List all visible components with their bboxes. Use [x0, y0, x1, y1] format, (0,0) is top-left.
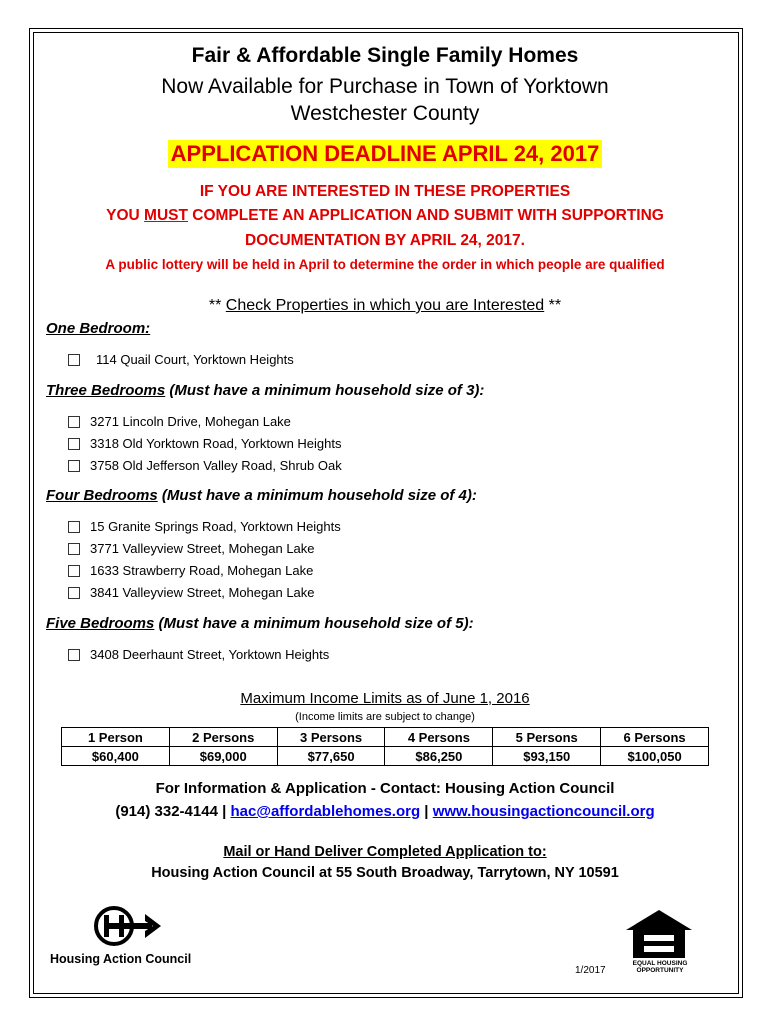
checkbox-icon[interactable] — [68, 565, 80, 577]
table-cell: $93,150 — [493, 747, 601, 766]
page-subtitle-2: Westchester County — [290, 102, 480, 125]
lottery-note: A public lottery will be held in April to determine the order in which people are qualified — [105, 257, 665, 272]
category-label: Three Bedrooms — [46, 382, 166, 399]
notice-line-2 — [40, 207, 730, 225]
checkbox-icon[interactable] — [68, 416, 80, 428]
property-address: 3408 Deerhaunt Street, Yorktown Heights — [90, 647, 330, 662]
table-header-cell: 5 Persons — [493, 728, 601, 747]
notice-line-2-post: COMPLETE AN APPLICATION AND SUBMIT WITH SUPPORTING — [187, 207, 664, 224]
property-item[interactable] — [68, 352, 294, 367]
income-limits-title — [40, 690, 730, 707]
property-address: 3771 Valleyview Street, Mohegan Lake — [90, 541, 315, 556]
eho-line-2: OPPORTUNITY — [636, 967, 684, 974]
separator: | — [420, 803, 433, 820]
category-label: Four Bedrooms — [46, 487, 158, 504]
category-four-bedrooms — [46, 487, 477, 504]
notice-line-3: DOCUMENTATION BY APRIL 24, 2017. — [245, 232, 525, 249]
table-cell: $69,000 — [169, 747, 277, 766]
phone-number: (914) 332-4144 — [115, 803, 218, 820]
table-cell: $60,400 — [62, 747, 170, 766]
contact-details — [40, 803, 730, 820]
separator: | — [217, 803, 231, 820]
category-note: (Must have a minimum household size of 3): — [165, 382, 485, 399]
check-heading-text: Check Properties in which you are Interested — [225, 297, 545, 314]
category-one-bedroom — [46, 320, 150, 337]
checkbox-icon[interactable] — [68, 543, 80, 555]
category-label: Five Bedrooms — [46, 615, 155, 632]
income-limits-subtitle: (Income limits are subject to change) — [295, 711, 475, 723]
table-cell: $86,250 — [385, 747, 493, 766]
property-address: 3758 Old Jefferson Valley Road, Shrub Oak — [90, 458, 342, 473]
check-heading-pre: ** — [208, 297, 226, 314]
property-address: 3841 Valleyview Street, Mohegan Lake — [90, 585, 315, 600]
property-item[interactable] — [68, 436, 342, 451]
email-link[interactable]: hac@affordablehomes.org — [230, 803, 421, 820]
checkbox-icon[interactable] — [68, 649, 80, 661]
checkbox-icon[interactable] — [68, 521, 80, 533]
equal-housing-opportunity-icon — [624, 908, 694, 960]
mail-heading: Mail or Hand Deliver Completed Application to: — [223, 844, 547, 860]
table-header-cell: 4 Persons — [385, 728, 493, 747]
deadline-banner — [40, 140, 730, 168]
category-three-bedrooms — [46, 382, 484, 399]
income-title-text: Maximum Income Limits as of June 1, 2016 — [240, 690, 530, 707]
table-header-cell: 1 Person — [62, 728, 170, 747]
eho-line-1: EQUAL HOUSING — [632, 960, 688, 967]
check-properties-heading — [40, 297, 730, 315]
page-subtitle-1: Now Available for Purchase in Town of Yorktown — [161, 75, 609, 98]
table-row — [62, 747, 709, 766]
property-item[interactable] — [68, 414, 291, 429]
hac-logo — [93, 905, 165, 947]
eho-caption — [625, 960, 695, 974]
checkbox-icon[interactable] — [68, 587, 80, 599]
table-cell: $100,050 — [601, 747, 709, 766]
deadline-text: APPLICATION DEADLINE APRIL 24, 2017 — [168, 140, 603, 168]
property-item[interactable] — [68, 585, 315, 600]
check-heading-post: ** — [544, 297, 562, 314]
category-label: One Bedroom: — [46, 320, 151, 337]
property-address: 1633 Strawberry Road, Mohegan Lake — [90, 563, 314, 578]
income-table — [61, 727, 709, 766]
checkbox-icon[interactable] — [68, 354, 80, 366]
property-item[interactable] — [68, 541, 315, 556]
property-address: 3271 Lincoln Drive, Mohegan Lake — [90, 414, 291, 429]
property-item[interactable] — [68, 647, 329, 662]
contact-line: For Information & Application - Contact: Housing Action Council — [155, 780, 615, 797]
website-link[interactable]: www.housingactioncouncil.org — [432, 803, 655, 820]
category-five-bedrooms — [46, 615, 474, 632]
property-item[interactable] — [68, 519, 341, 534]
table-header-cell: 3 Persons — [277, 728, 385, 747]
org-name: Housing Action Council — [50, 952, 192, 966]
mail-address: Housing Action Council at 55 South Broadway, Tarrytown, NY 10591 — [151, 865, 619, 881]
table-header-cell: 6 Persons — [601, 728, 709, 747]
property-address: 114 Quail Court, Yorktown Heights — [96, 352, 294, 367]
table-header-cell: 2 Persons — [169, 728, 277, 747]
property-item[interactable] — [68, 458, 342, 473]
notice-line-1: IF YOU ARE INTERESTED IN THESE PROPERTIES — [199, 183, 571, 200]
category-note: (Must have a minimum household size of 4): — [157, 487, 477, 504]
property-item[interactable] — [68, 563, 313, 578]
page-title: Fair & Affordable Single Family Homes — [191, 44, 579, 67]
form-date: 1/2017 — [575, 965, 606, 976]
property-address: 3318 Old Yorktown Road, Yorktown Heights — [90, 436, 342, 451]
checkbox-icon[interactable] — [68, 438, 80, 450]
notice-line-2-pre: YOU — [106, 207, 145, 224]
property-address: 15 Granite Springs Road, Yorktown Heights — [90, 519, 341, 534]
table-header-row — [62, 728, 709, 747]
notice-must: MUST — [144, 207, 188, 224]
checkbox-icon[interactable] — [68, 460, 80, 472]
table-cell: $77,650 — [277, 747, 385, 766]
category-note: (Must have a minimum household size of 5): — [154, 615, 474, 632]
